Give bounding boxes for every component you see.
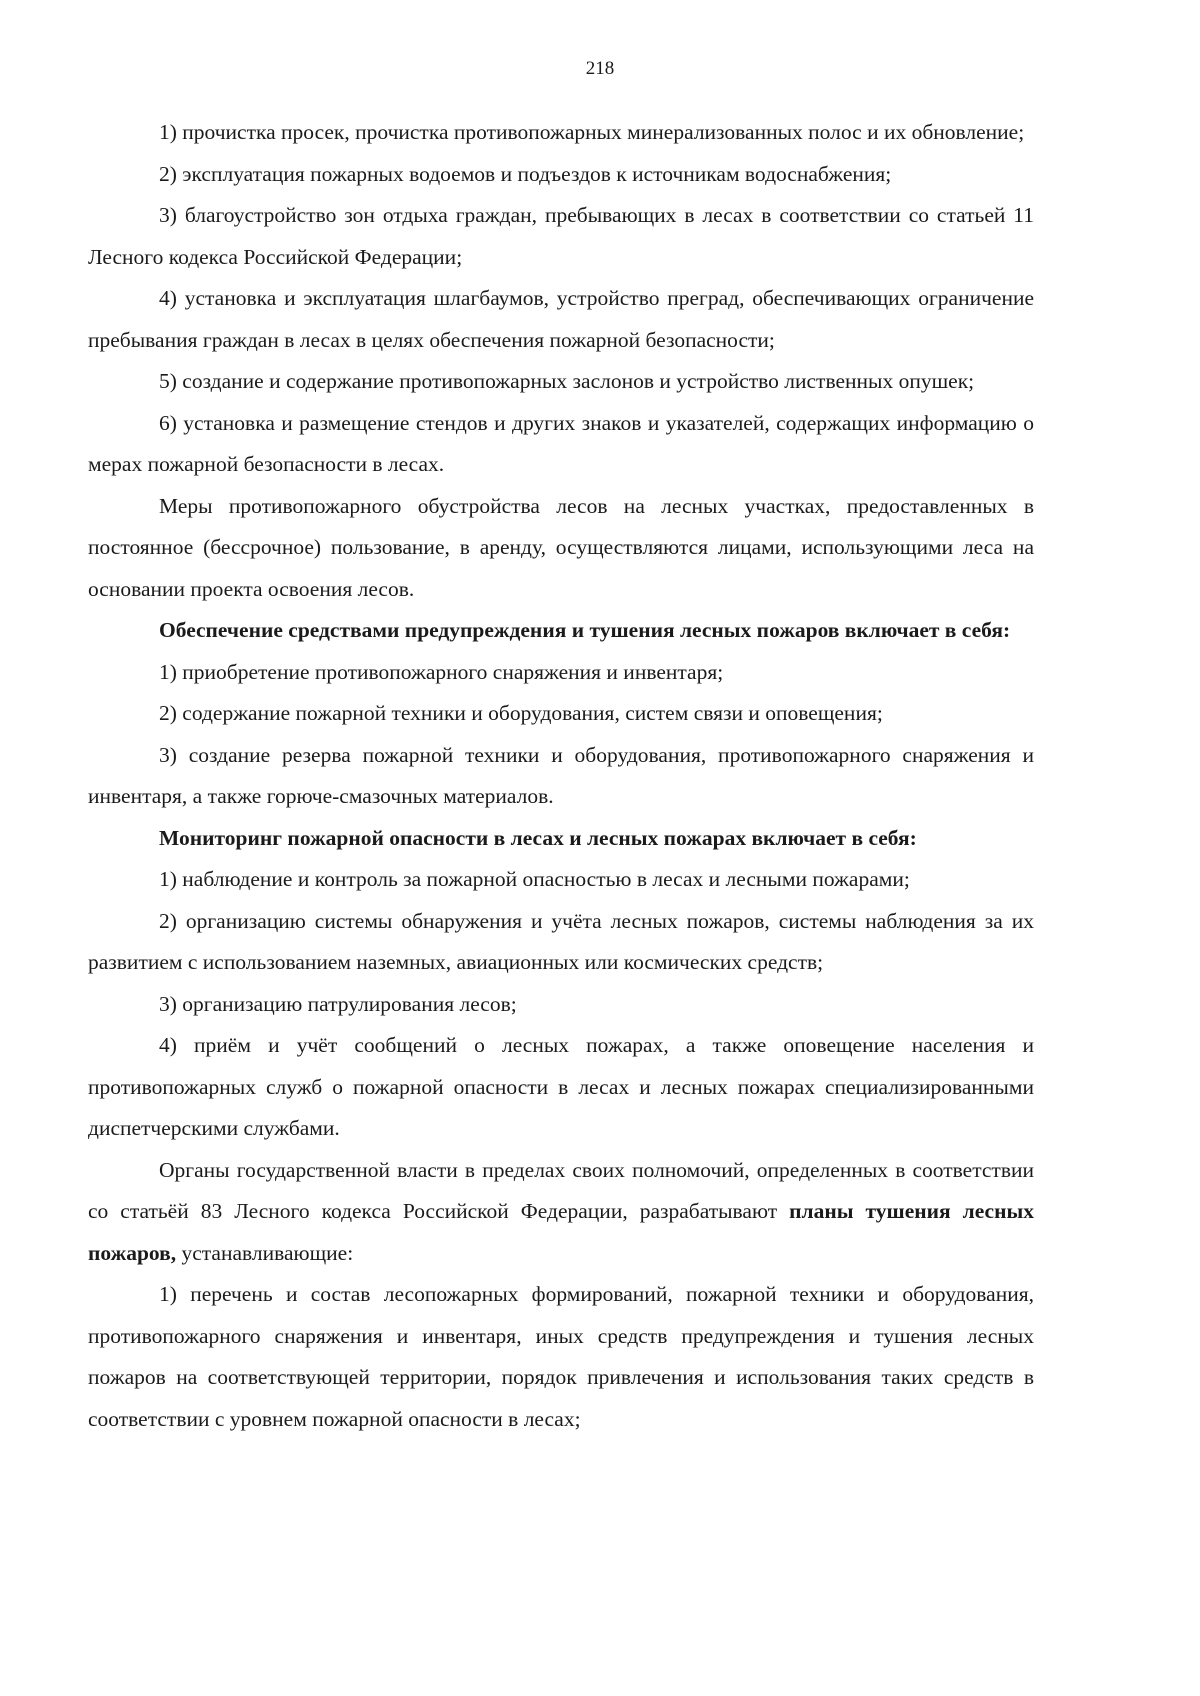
body-text: Органы государственной власти в пределах своих полномочий, определенных в соответствии со статьёй 83 Лесного кодекса Российской Федерации, разрабатывают [88, 1157, 1034, 1223]
page-number: 218 [585, 58, 615, 79]
list-item: 3) создание резерва пожарной техники и оборудования, противопожарного снаряжения и инвентаря, а также горюче-смазочных материалов. [88, 742, 1034, 808]
list-item: 2) организацию системы обнаружения и учёта лесных пожаров, системы наблюдения за их развитием с использованием наземных, авиационных или космических средств; [88, 908, 1034, 974]
list-item: 6) установка и размещение стендов и других знаков и указателей, содержащих информацию о мерах пожарной безопасности в лесах. [88, 410, 1034, 476]
list-item: 3) благоустройство зон отдыха граждан, пребывающих в лесах в соответствии со статьей 11 Лесного кодекса Российской Федерации; [88, 203, 1034, 269]
body-text: устанавливающие: [176, 1240, 354, 1265]
list-item: 4) установка и эксплуатация шлагбаумов, устройство преград, обеспечивающих ограничение пребывания граждан в лесах в целях обеспечения пожарной безопасности; [88, 286, 1034, 352]
list-item: 4) приём и учёт сообщений о лесных пожарах, а также оповещение населения и противопожарных служб о пожарной опасности в лесах и лесных пожарах специализированными диспетчерскими службами. [88, 1033, 1034, 1140]
list-item: 5) создание и содержание противопожарных заслонов и устройство лиственных опушек; [159, 369, 975, 393]
section-heading: Мониторинг пожарной опасности в лесах и лесных пожарах включает в себя: [159, 825, 917, 850]
section-heading: Обеспечение средствами предупреждения и тушения лесных пожаров включает в себя: [159, 618, 1011, 642]
list-item: 1) перечень и состав лесопожарных формирований, пожарной техники и оборудования, противопожарного снаряжения и инвентаря, иных средств предупреждения и тушения лесных пожаров на соответствующей территории, порядок привлечения и использования таких средств в соответствии с уровнем пожарной опасности в лесах; [88, 1282, 1034, 1431]
page-body [88, 112, 1034, 1440]
list-item: 1) приобретение противопожарного снаряжения и инвентаря; [159, 659, 724, 684]
body-paragraph [88, 1150, 1034, 1275]
bold-term: планы тушения лесных пожаров, [88, 1199, 1034, 1265]
list-item: 3) организацию патрулирования лесов; [159, 991, 517, 1016]
list-item: 2) эксплуатация пожарных водоемов и подъездов к источникам водоснабжения; [159, 161, 892, 186]
list-item: 2) содержание пожарной техники и оборудования, систем связи и оповещения; [159, 701, 883, 725]
list-item: 1) наблюдение и контроль за пожарной опасностью в лесах и лесными пожарами; [159, 867, 910, 891]
body-paragraph: Меры противопожарного обустройства лесов на лесных участках, предоставленных в постоянное (бессрочное) пользование, в аренду, осуществляются лицами, использующими леса на основании проекта освоения лесов. [88, 493, 1034, 601]
list-item: 1) прочистка просек, прочистка противопожарных минерализованных полос и их обновление; [159, 120, 1025, 144]
